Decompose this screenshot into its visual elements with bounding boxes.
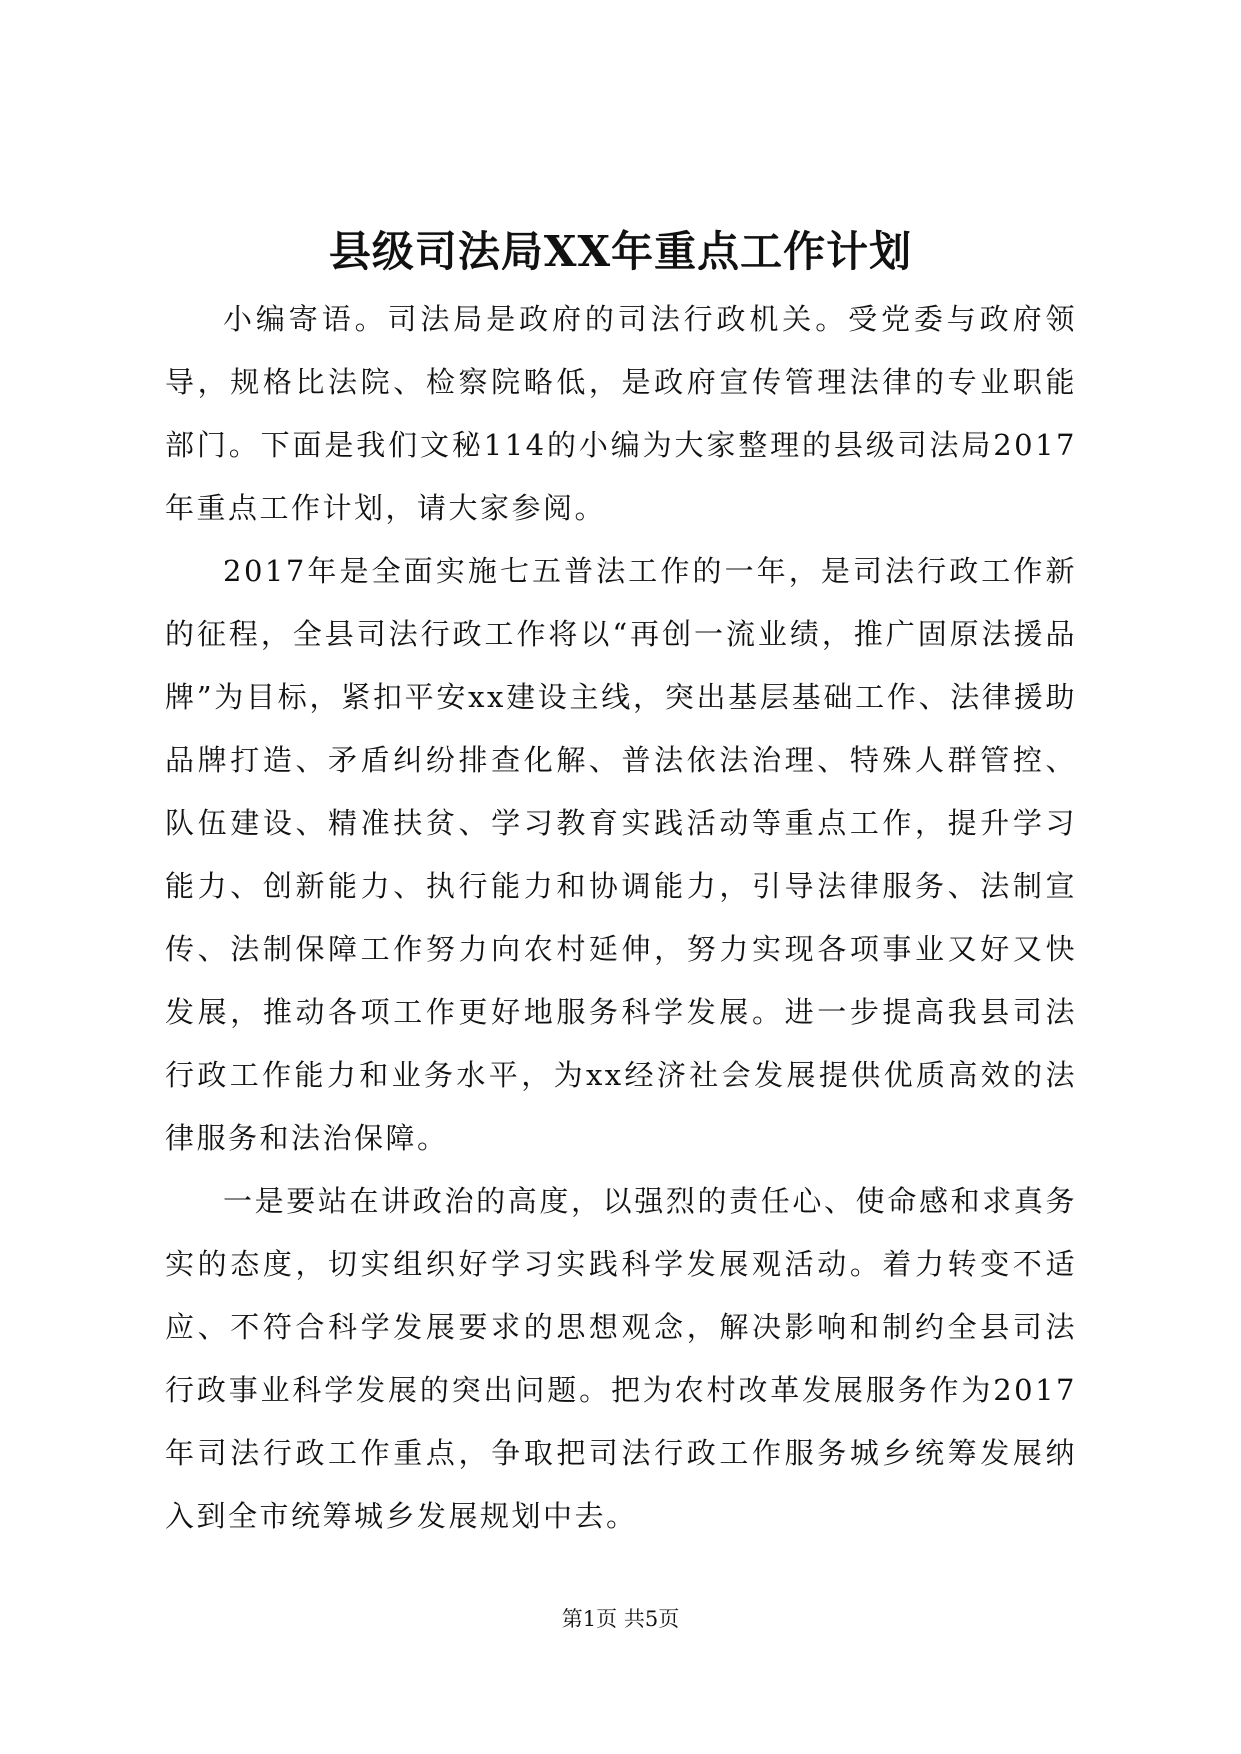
paragraph-intro: 小编寄语。司法局是政府的司法行政机关。受党委与政府领导，规格比法院、检察院略低，是政府宣传管理法律的专业职能部门。下面是我们文秘114的小编为大家整理的县级司法局2017年重点工作计划，请大家参阅。 [165, 302, 1077, 525]
page-footer: 第1页 共5页 [561, 1607, 680, 1631]
paragraph-overview: 2017年是全面实施七五普法工作的一年，是司法行政工作新的征程，全县司法行政工作将以“再创一流业绩，推广固原法援品牌”为目标，紧扣平安xx建设主线，突出基层基础工作、法律援助品牌打造、矛盾纠纷排查化解、普法依法治理、特殊人群管控、队伍建设、精准扶贫、学习教育实践活动等重点工作，提升学习能力、创新能力、执行能力和协调能力，引导法律服务、法制宣传、法制保障工作努力向农村延伸，努力实现各项事业又好又快发展，推动各项工作更好地服务科学发展。进一步提高我县司法行政工作能力和业务水平，为xx经济社会发展提供优质高效的法律服务和法治保障。 [165, 554, 1077, 1155]
paragraph-point-one: 一是要站在讲政治的高度，以强烈的责任心、使命感和求真务实的态度，切实组织好学习实践科学发展观活动。着力转变不适应、不符合科学发展要求的思想观念，解决影响和制约全县司法行政事业科学发展的突出问题。把为农村改革发展服务作为2017年司法行政工作重点，争取把司法行政工作服务城乡统筹发展纳入到全市统筹城乡发展规划中去。 [165, 1184, 1077, 1533]
document-body [165, 288, 1077, 1548]
document-title: 县级司法局XX年重点工作计划 [328, 227, 913, 276]
